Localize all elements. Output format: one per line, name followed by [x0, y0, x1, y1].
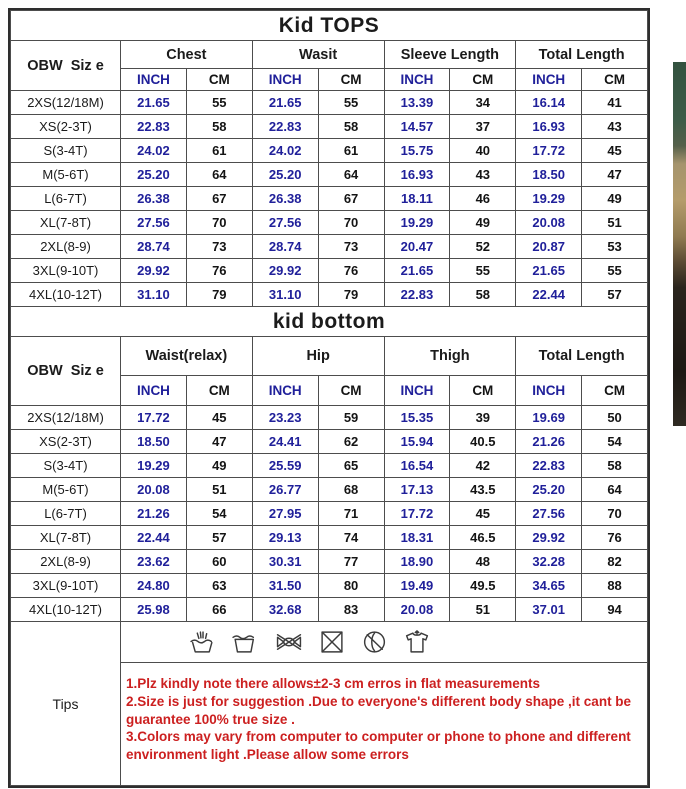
tops-row-xl — [11, 211, 648, 235]
value-cell: 18.50 — [121, 430, 187, 454]
value-cell: 29.92 — [252, 259, 318, 283]
unit-header-cm: CM — [582, 376, 648, 406]
value-cell: 70 — [318, 211, 384, 235]
tops-row-l — [11, 187, 648, 211]
value-cell: 46.5 — [450, 526, 516, 550]
size-label: M(5-6T) — [11, 163, 121, 187]
bottom-row-s — [11, 454, 648, 478]
value-cell: 76 — [186, 259, 252, 283]
value-cell: 18.31 — [384, 526, 450, 550]
value-cell: 24.02 — [121, 139, 187, 163]
value-cell: 27.56 — [121, 211, 187, 235]
value-cell: 26.38 — [252, 187, 318, 211]
value-cell: 70 — [582, 502, 648, 526]
unit-header-cm: CM — [186, 69, 252, 91]
size-label: S(3-4T) — [11, 454, 121, 478]
tips-label: Tips — [11, 622, 121, 786]
value-cell: 43.5 — [450, 478, 516, 502]
tops-row-4xl — [11, 283, 648, 307]
value-cell: 26.38 — [121, 187, 187, 211]
value-cell: 48 — [450, 550, 516, 574]
value-cell: 71 — [318, 502, 384, 526]
value-cell: 61 — [186, 139, 252, 163]
value-cell: 40.5 — [450, 430, 516, 454]
bottom-title: kid bottom — [11, 307, 648, 337]
value-cell: 79 — [186, 283, 252, 307]
value-cell: 25.59 — [252, 454, 318, 478]
tips-text-cell — [121, 663, 648, 786]
value-cell: 88 — [582, 574, 648, 598]
value-cell: 20.87 — [516, 235, 582, 259]
value-cell: 30.31 — [252, 550, 318, 574]
tops-title: Kid TOPS — [11, 11, 648, 41]
tips-line-2: 2.Size is just for suggestion .Due to everyone's different body shape ,it cant be guarantee 100% true size . — [126, 693, 632, 727]
size-label: XS(2-3T) — [11, 430, 121, 454]
unit-header-cm: CM — [450, 376, 516, 406]
value-cell: 15.94 — [384, 430, 450, 454]
value-cell: 19.29 — [121, 454, 187, 478]
value-cell: 50 — [582, 406, 648, 430]
value-cell: 23.62 — [121, 550, 187, 574]
tops-group-sleeve: Sleeve Length — [384, 41, 516, 69]
value-cell: 24.80 — [121, 574, 187, 598]
value-cell: 19.29 — [384, 211, 450, 235]
value-cell: 64 — [318, 163, 384, 187]
tops-row-2xs — [11, 91, 648, 115]
tops-row-s — [11, 139, 648, 163]
value-cell: 22.83 — [384, 283, 450, 307]
do-not-wring-icon — [274, 629, 304, 655]
size-chart — [8, 8, 650, 788]
value-cell: 64 — [582, 478, 648, 502]
value-cell: 76 — [318, 259, 384, 283]
value-cell: 20.08 — [384, 598, 450, 622]
value-cell: 68 — [318, 478, 384, 502]
value-cell: 83 — [318, 598, 384, 622]
value-cell: 45 — [186, 406, 252, 430]
value-cell: 54 — [582, 430, 648, 454]
bottom-row-xl — [11, 526, 648, 550]
value-cell: 28.74 — [121, 235, 187, 259]
value-cell: 73 — [186, 235, 252, 259]
value-cell: 64 — [186, 163, 252, 187]
value-cell: 25.98 — [121, 598, 187, 622]
value-cell: 31.50 — [252, 574, 318, 598]
value-cell: 52 — [450, 235, 516, 259]
tshirt-icon — [403, 629, 431, 655]
value-cell: 51 — [582, 211, 648, 235]
value-cell: 55 — [450, 259, 516, 283]
value-cell: 66 — [186, 598, 252, 622]
value-cell: 23.23 — [252, 406, 318, 430]
value-cell: 24.41 — [252, 430, 318, 454]
value-cell: 40 — [450, 139, 516, 163]
value-cell: 58 — [186, 115, 252, 139]
value-cell: 37.01 — [516, 598, 582, 622]
value-cell: 62 — [318, 430, 384, 454]
value-cell: 31.10 — [252, 283, 318, 307]
bottom-size-column-header: OBW Siz e — [11, 337, 121, 406]
value-cell: 42 — [450, 454, 516, 478]
unit-header-inch: INCH — [121, 376, 187, 406]
value-cell: 54 — [186, 502, 252, 526]
value-cell: 26.77 — [252, 478, 318, 502]
value-cell: 13.39 — [384, 91, 450, 115]
unit-header-inch: INCH — [516, 376, 582, 406]
size-label: 2XL(8-9) — [11, 550, 121, 574]
care-icons-cell — [121, 622, 648, 663]
bottom-group-header-row — [11, 337, 648, 376]
bottom-row-3xl — [11, 574, 648, 598]
value-cell: 51 — [186, 478, 252, 502]
value-cell: 94 — [582, 598, 648, 622]
value-cell: 82 — [582, 550, 648, 574]
value-cell: 20.08 — [121, 478, 187, 502]
value-cell: 21.65 — [252, 91, 318, 115]
value-cell: 29.92 — [516, 526, 582, 550]
size-label: S(3-4T) — [11, 139, 121, 163]
value-cell: 29.13 — [252, 526, 318, 550]
value-cell: 29.92 — [121, 259, 187, 283]
tops-group-header-row — [11, 41, 648, 69]
size-label: L(6-7T) — [11, 187, 121, 211]
bottom-row-4xl — [11, 598, 648, 622]
value-cell: 22.83 — [121, 115, 187, 139]
value-cell: 20.47 — [384, 235, 450, 259]
bottom-row-m — [11, 478, 648, 502]
value-cell: 34 — [450, 91, 516, 115]
value-cell: 58 — [582, 454, 648, 478]
size-label: 3XL(9-10T) — [11, 574, 121, 598]
unit-header-cm: CM — [318, 376, 384, 406]
value-cell: 16.93 — [384, 163, 450, 187]
value-cell: 51 — [450, 598, 516, 622]
value-cell: 73 — [318, 235, 384, 259]
tops-group-waist: Wasit — [252, 41, 384, 69]
value-cell: 70 — [186, 211, 252, 235]
value-cell: 37 — [450, 115, 516, 139]
bottom-row-2xs — [11, 406, 648, 430]
unit-header-cm: CM — [318, 69, 384, 91]
value-cell: 19.49 — [384, 574, 450, 598]
value-cell: 34.65 — [516, 574, 582, 598]
wash-basin-icon — [231, 629, 258, 655]
tops-group-chest: Chest — [121, 41, 253, 69]
value-cell: 32.68 — [252, 598, 318, 622]
size-label: 2XL(8-9) — [11, 235, 121, 259]
value-cell: 49.5 — [450, 574, 516, 598]
value-cell: 17.72 — [121, 406, 187, 430]
value-cell: 76 — [582, 526, 648, 550]
do-not-tumble-dry-icon — [319, 629, 345, 655]
value-cell: 43 — [582, 115, 648, 139]
tips-line-3: 3.Colors may vary from computer to computer or phone to phone and different environment light .Please allow some errors — [126, 729, 631, 763]
value-cell: 22.83 — [516, 454, 582, 478]
unit-header-cm: CM — [582, 69, 648, 91]
value-cell: 21.26 — [121, 502, 187, 526]
tops-group-total: Total Length — [516, 41, 648, 69]
unit-header-inch: INCH — [252, 376, 318, 406]
unit-header-cm: CM — [450, 69, 516, 91]
value-cell: 49 — [582, 187, 648, 211]
value-cell: 39 — [450, 406, 516, 430]
value-cell: 47 — [582, 163, 648, 187]
value-cell: 49 — [450, 211, 516, 235]
value-cell: 47 — [186, 430, 252, 454]
value-cell: 80 — [318, 574, 384, 598]
value-cell: 45 — [582, 139, 648, 163]
value-cell: 55 — [318, 91, 384, 115]
tops-row-3xl — [11, 259, 648, 283]
value-cell: 24.02 — [252, 139, 318, 163]
value-cell: 22.44 — [121, 526, 187, 550]
value-cell: 79 — [318, 283, 384, 307]
value-cell: 18.50 — [516, 163, 582, 187]
value-cell: 22.83 — [252, 115, 318, 139]
value-cell: 18.11 — [384, 187, 450, 211]
bottom-row-xs — [11, 430, 648, 454]
value-cell: 67 — [318, 187, 384, 211]
value-cell: 14.57 — [384, 115, 450, 139]
value-cell: 28.74 — [252, 235, 318, 259]
value-cell: 32.28 — [516, 550, 582, 574]
size-label: 3XL(9-10T) — [11, 259, 121, 283]
value-cell: 61 — [318, 139, 384, 163]
value-cell: 27.56 — [252, 211, 318, 235]
value-cell: 45 — [450, 502, 516, 526]
value-cell: 63 — [186, 574, 252, 598]
value-cell: 16.54 — [384, 454, 450, 478]
value-cell: 27.95 — [252, 502, 318, 526]
value-cell: 46 — [450, 187, 516, 211]
size-label: 2XS(12/18M) — [11, 406, 121, 430]
value-cell: 19.69 — [516, 406, 582, 430]
bottom-group-waist: Waist(relax) — [121, 337, 253, 376]
cropped-photo-strip — [673, 62, 686, 426]
value-cell: 58 — [318, 115, 384, 139]
value-cell: 31.10 — [121, 283, 187, 307]
size-label: XS(2-3T) — [11, 115, 121, 139]
value-cell: 21.26 — [516, 430, 582, 454]
value-cell: 21.65 — [516, 259, 582, 283]
value-cell: 55 — [186, 91, 252, 115]
value-cell: 16.93 — [516, 115, 582, 139]
value-cell: 15.35 — [384, 406, 450, 430]
tops-title-row — [11, 11, 648, 41]
size-label: 4XL(10-12T) — [11, 283, 121, 307]
size-label: XL(7-8T) — [11, 526, 121, 550]
value-cell: 41 — [582, 91, 648, 115]
value-cell: 74 — [318, 526, 384, 550]
unit-header-inch: INCH — [516, 69, 582, 91]
bottom-group-thigh: Thigh — [384, 337, 516, 376]
hand-wash-icon — [189, 629, 216, 655]
value-cell: 21.65 — [121, 91, 187, 115]
bottom-group-hip: Hip — [252, 337, 384, 376]
value-cell: 19.29 — [516, 187, 582, 211]
value-cell: 17.13 — [384, 478, 450, 502]
size-label: L(6-7T) — [11, 502, 121, 526]
care-icons-row — [11, 622, 648, 663]
value-cell: 25.20 — [121, 163, 187, 187]
unit-header-inch: INCH — [384, 376, 450, 406]
value-cell: 59 — [318, 406, 384, 430]
unit-header-inch: INCH — [384, 69, 450, 91]
value-cell: 53 — [582, 235, 648, 259]
unit-header-inch: INCH — [252, 69, 318, 91]
value-cell: 60 — [186, 550, 252, 574]
unit-header-cm: CM — [186, 376, 252, 406]
value-cell: 58 — [450, 283, 516, 307]
value-cell: 21.65 — [384, 259, 450, 283]
value-cell: 20.08 — [516, 211, 582, 235]
value-cell: 25.20 — [516, 478, 582, 502]
value-cell: 77 — [318, 550, 384, 574]
tops-row-xs — [11, 115, 648, 139]
tips-line-1: 1.Plz kindly note there allows±2-3 cm erros in flat measurements — [126, 676, 541, 691]
bottom-title-row — [11, 307, 648, 337]
value-cell: 65 — [318, 454, 384, 478]
value-cell: 57 — [186, 526, 252, 550]
value-cell: 57 — [582, 283, 648, 307]
value-cell: 15.75 — [384, 139, 450, 163]
bottom-group-total: Total Length — [516, 337, 648, 376]
unit-header-inch: INCH — [121, 69, 187, 91]
value-cell: 17.72 — [384, 502, 450, 526]
value-cell: 67 — [186, 187, 252, 211]
size-label: XL(7-8T) — [11, 211, 121, 235]
value-cell: 49 — [186, 454, 252, 478]
value-cell: 25.20 — [252, 163, 318, 187]
value-cell: 22.44 — [516, 283, 582, 307]
value-cell: 18.90 — [384, 550, 450, 574]
bottom-row-l — [11, 502, 648, 526]
tops-row-m — [11, 163, 648, 187]
do-not-dry-clean-icon — [361, 629, 388, 655]
value-cell: 27.56 — [516, 502, 582, 526]
size-label: M(5-6T) — [11, 478, 121, 502]
tops-row-2xl — [11, 235, 648, 259]
value-cell: 16.14 — [516, 91, 582, 115]
tops-size-column-header: OBW Siz e — [11, 41, 121, 91]
value-cell: 17.72 — [516, 139, 582, 163]
bottom-row-2xl — [11, 550, 648, 574]
size-label: 2XS(12/18M) — [11, 91, 121, 115]
value-cell: 55 — [582, 259, 648, 283]
value-cell: 43 — [450, 163, 516, 187]
size-label: 4XL(10-12T) — [11, 598, 121, 622]
size-chart-table — [10, 10, 648, 786]
